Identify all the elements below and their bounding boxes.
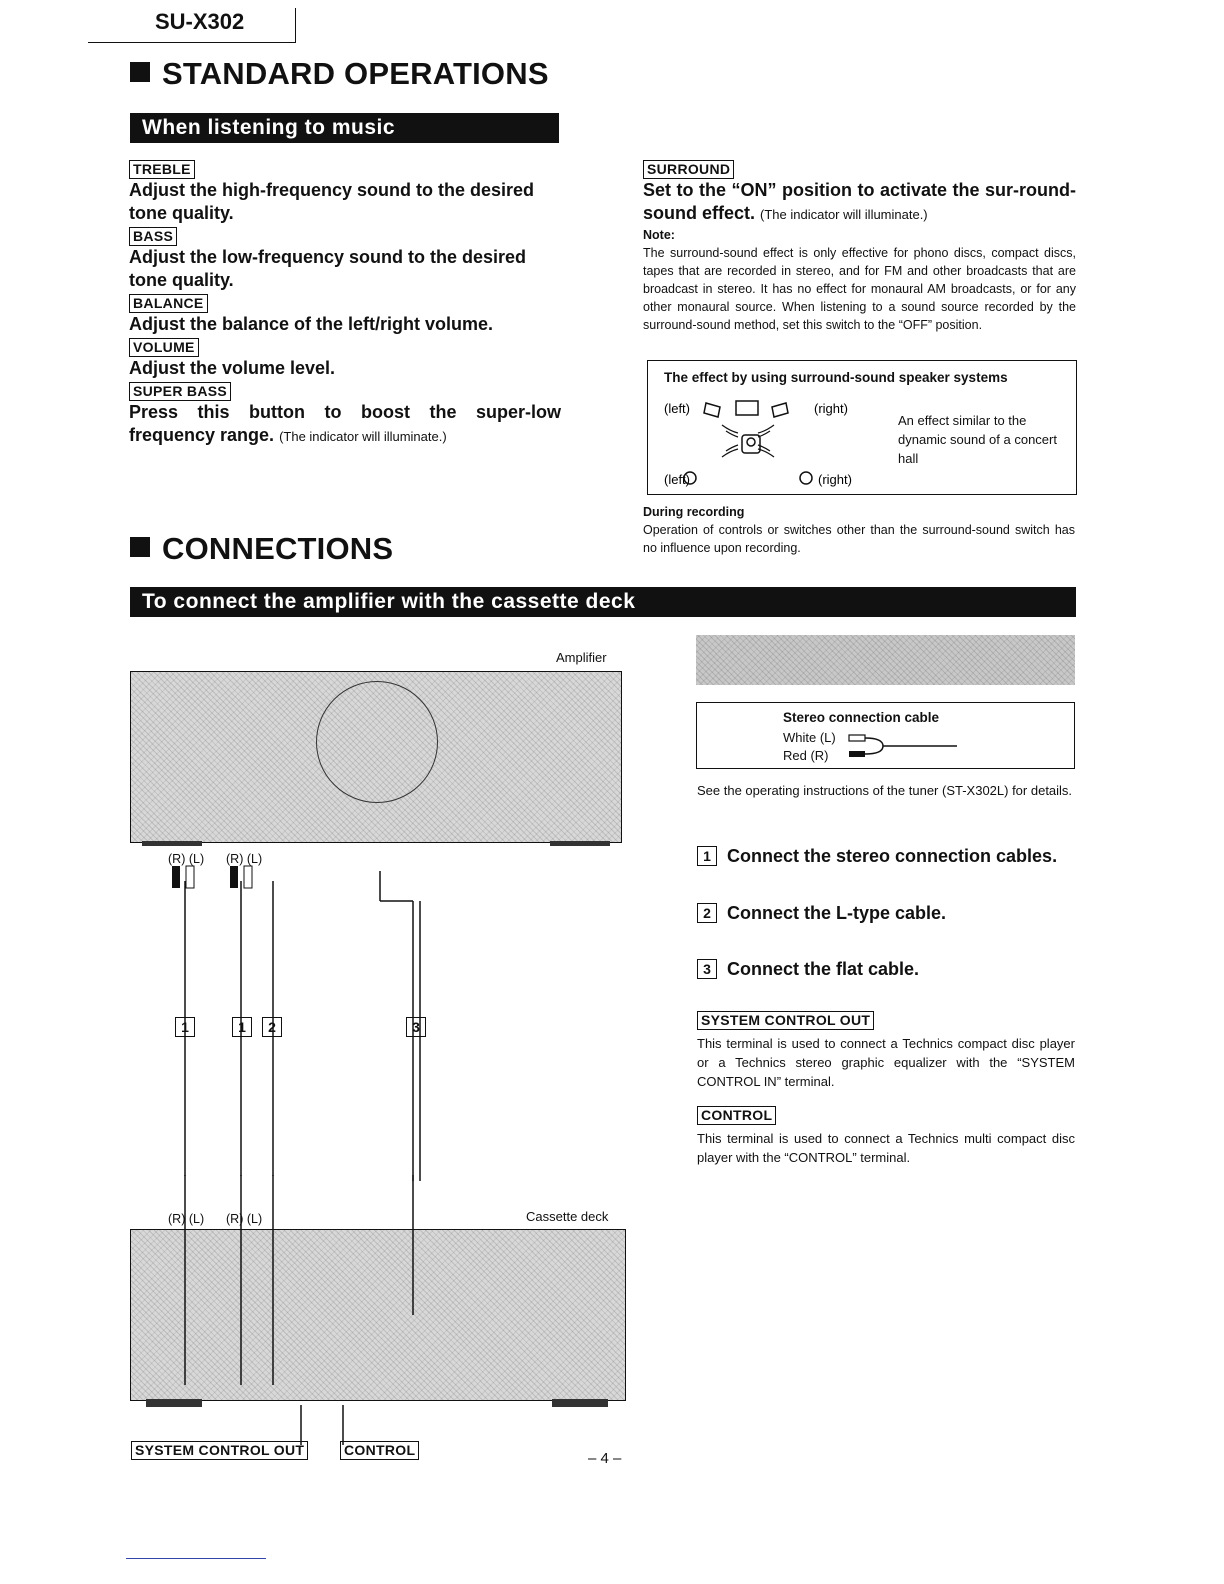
control-section — [697, 1106, 1075, 1167]
page-number: – 4 – — [588, 1450, 622, 1467]
rl-label-4: (R) (L) — [226, 1212, 263, 1226]
label-right-bottom: (right) — [818, 472, 852, 487]
listener-icon — [742, 435, 760, 453]
see-text: See the operating instructions of the tuner (ST-X302L) for details. — [697, 783, 1073, 798]
bass-key: BASS — [129, 227, 177, 246]
bass-text: Adjust the low-frequency sound to the desired tone quality. — [129, 247, 527, 290]
step-2: 2 Connect the L-type cable. — [697, 903, 946, 924]
front-right-speaker-icon — [772, 403, 788, 417]
plug-icons — [172, 866, 252, 888]
listening-banner: When listening to music — [130, 113, 559, 143]
balance-key: BALANCE — [129, 294, 208, 313]
cassette-cables-svg — [128, 1175, 628, 1465]
label-left-bottom: (left) — [664, 472, 690, 487]
center-speaker-icon — [736, 401, 758, 415]
connections-title: CONNECTIONS — [130, 531, 393, 567]
surround-text: Set to the “ON” position to activate the sur-round-sound effect. (The indicator will illuminate.) — [643, 180, 1076, 223]
label-right-top: (right) — [814, 401, 848, 416]
rear-right-speaker-icon — [800, 472, 812, 484]
step-3: 3 Connect the flat cable. — [697, 959, 919, 980]
front-left-speaker-icon — [704, 403, 720, 417]
note-label: Note: — [643, 228, 675, 242]
super-bass-text: Press this button to boost the super-low frequency range. (The indicator will illuminate.) — [129, 402, 561, 445]
treble-item — [129, 160, 561, 225]
amplifier-fan-icon — [316, 681, 438, 803]
surround-section — [643, 160, 1076, 334]
recording-label: During recording — [643, 505, 745, 519]
step-1: 1 Connect the stereo connection cables. — [697, 846, 1057, 867]
recording-text: Operation of controls or switches other than the surround-sound switch has no influence upon recording. — [643, 523, 1075, 555]
cable-box-title: Stereo connection cable — [783, 710, 940, 725]
cable-number-1: 1 — [175, 1017, 195, 1037]
speaker-diagram — [648, 391, 888, 493]
sound-waves-icon — [722, 425, 774, 457]
surround-key: SURROUND — [643, 160, 734, 179]
cassette-label: Cassette deck — [526, 1209, 609, 1224]
super-bass-key: SUPER BASS — [129, 382, 231, 401]
rl-label-2: (R) (L) — [226, 852, 263, 866]
treble-key: TREBLE — [129, 160, 195, 179]
effect-description: An effect similar to the dynamic sound of a concert hall — [898, 413, 1057, 466]
system-control-out-heading: SYSTEM CONTROL OUT — [697, 1011, 874, 1030]
treble-text: Adjust the high-frequency sound to the desired tone quality. — [129, 180, 535, 223]
amplifier-label: Amplifier — [556, 650, 607, 665]
cable-number-2: 2 — [262, 1017, 282, 1037]
note-text: The surround-sound effect is only effective for phono discs, compact discs, tapes that are recorded in stereo, and for FM and other broadcasts that are broadcast in stereo. It has no effect for monaural AM broadcasts, or for any other monaural source. When listening to a sound source recorded by the surround-sound method, set this switch to the “OFF” position. — [643, 246, 1076, 332]
control-text: This terminal is used to connect a Technics multi compact disc player with the “CONTROL” terminal. — [697, 1131, 1075, 1165]
cable-plug-icon — [847, 729, 967, 765]
footer-rule — [126, 1558, 266, 1559]
controls-list — [129, 160, 561, 448]
cable-number-3: 3 — [406, 1017, 426, 1037]
cable-number-1b: 1 — [232, 1017, 252, 1037]
rl-label-1: (R) (L) — [168, 852, 205, 866]
white-label: White (L) — [783, 730, 836, 745]
grey-header-bar — [696, 635, 1075, 685]
volume-key: VOLUME — [129, 338, 199, 357]
bass-item — [129, 227, 561, 292]
control-heading: CONTROL — [697, 1106, 776, 1125]
super-bass-item — [129, 382, 561, 448]
cable-box — [696, 702, 1075, 769]
connect-banner: To connect the amplifier with the cassette deck — [130, 587, 1076, 617]
connection-diagram — [128, 645, 628, 1465]
model-number: SU-X302 — [155, 9, 245, 34]
balance-text: Adjust the balance of the left/right volume. — [129, 314, 494, 334]
effect-box-title: The effect by using surround-sound speaker systems — [664, 370, 1008, 385]
standard-operations-title: STANDARD OPERATIONS — [130, 56, 549, 92]
cables-svg — [128, 841, 628, 1221]
volume-item — [129, 338, 561, 380]
balance-item — [129, 294, 561, 336]
system-control-out-text: This terminal is used to connect a Technics compact disc player or a Technics stereo graphic equalizer with the “SYSTEM CONTROL IN” terminal. — [697, 1036, 1075, 1089]
surround-effect-box — [647, 360, 1077, 495]
label-left-top: (left) — [664, 401, 690, 416]
system-control-out-key: SYSTEM CONTROL OUT — [131, 1441, 308, 1460]
volume-text: Adjust the volume level. — [129, 358, 336, 378]
control-key: CONTROL — [340, 1441, 419, 1460]
system-control-out-section — [697, 1011, 1075, 1091]
rl-label-3: (R) (L) — [168, 1212, 205, 1226]
red-label: Red (R) — [783, 748, 829, 763]
